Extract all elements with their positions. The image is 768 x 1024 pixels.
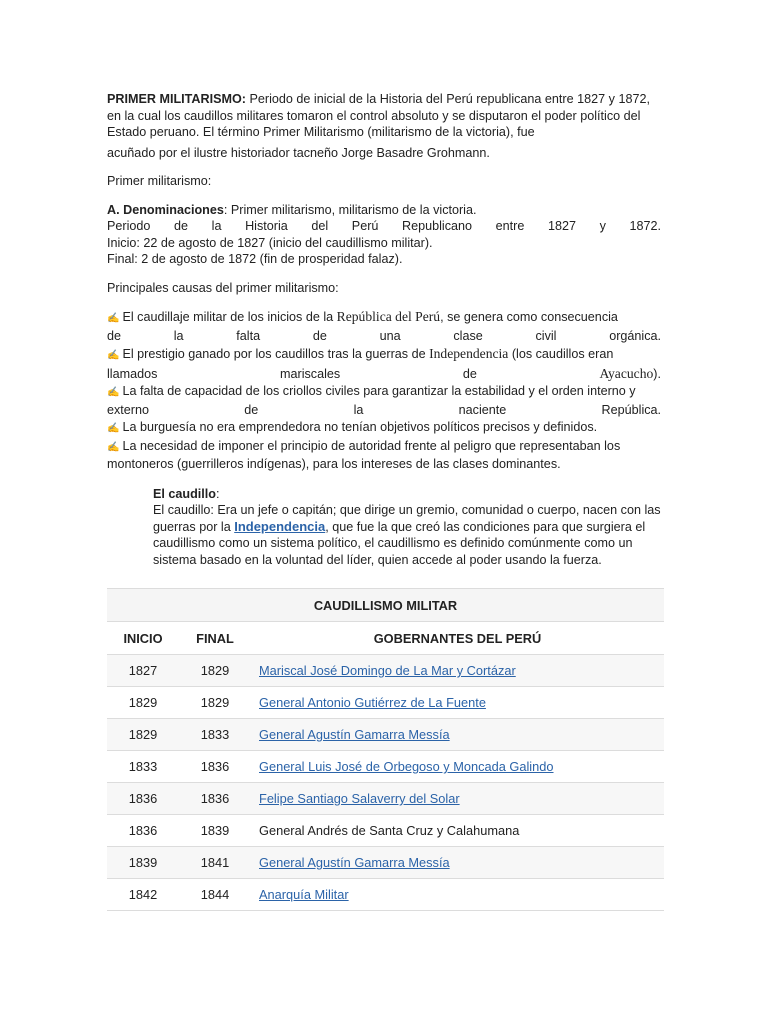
independencia-link[interactable]: Independencia bbox=[234, 518, 326, 534]
cell-inicio: 1829 bbox=[107, 719, 179, 751]
cell-gobernante bbox=[251, 751, 664, 783]
cell-final: 1833 bbox=[179, 719, 251, 751]
gobernante-link[interactable]: General Agustín Gamarra Messía bbox=[259, 855, 450, 870]
intro-text: Periodo de inicial de la Historia del Perú republicana entre 1827 y 1872, en la cual los caudillos militares tomaron el control absoluto y se disputaron el poder político del Estado peruano. El término Primer Militarismo (militarismo de la victoria), fue bbox=[107, 92, 650, 139]
cell-gobernante bbox=[251, 815, 664, 847]
cell-final: 1844 bbox=[179, 879, 251, 911]
inicio-line: Inicio: 22 de agosto de 1827 (inicio del caudillismo militar). bbox=[107, 235, 433, 250]
pencil-hand-icon: ✍ bbox=[107, 350, 120, 361]
causa-5-cont: montoneros (guerrilleros indígenas), para los intereses de las clases dominantes. bbox=[107, 457, 561, 471]
table-row bbox=[107, 655, 664, 687]
cell-inicio: 1842 bbox=[107, 879, 179, 911]
col-final: FINAL bbox=[179, 622, 251, 655]
causa-3-cont: externo de la naciente República. bbox=[107, 402, 662, 417]
table-caption: CAUDILLISMO MILITAR bbox=[107, 589, 664, 622]
intro-paragraph bbox=[107, 91, 661, 161]
caudillo-paragraph: El caudillo: Era un jefe o capitán; que dirige un gremio, comunidad o cuerpo, nacen con las guerras por la Independencia, que fue la que creó las condiciones para que surgiera el caudillismo como un sistema político, el caudillismo es definido comúnmente como un sistema basado en la voluntad del líder, quien accede al poder usando la fuerza. bbox=[153, 503, 661, 567]
intro-tail: acuñado por el ilustre historiador tacneño Jorge Basadre Grohmann. bbox=[107, 145, 490, 160]
causa-3: ✍ La falta de capacidad de los criollos civiles para garantizar la estabilidad y el orden interno y bbox=[107, 384, 636, 398]
cell-inicio: 1836 bbox=[107, 783, 179, 815]
denominaciones-label: A. Denominaciones bbox=[107, 202, 224, 217]
causa-2-cont: llamados mariscales de Ayacucho). bbox=[107, 365, 661, 381]
cell-gobernante bbox=[251, 687, 664, 719]
caudillismo-table bbox=[107, 588, 664, 911]
cell-inicio: 1827 bbox=[107, 655, 179, 687]
causa-2: ✍ El prestigio ganado por los caudillos tras la guerras de Independencia (los caudillos eran bbox=[107, 346, 614, 361]
caudillo-section: El caudillo: El caudillo: Era un jefe o capitán; que dirige un gremio, comunidad o cuerpo, nacen con las guerras por la Independencia, que fue la que creó las condiciones para que surgiera el caudillismo como un sistema político, el caudillismo es definido comúnmente como un sistema basado en la voluntad del líder, quien accede al poder usando la fuerza. bbox=[153, 486, 663, 569]
table-row bbox=[107, 687, 664, 719]
causas-heading: Principales causas del primer militarismo: bbox=[107, 280, 339, 295]
table-row bbox=[107, 847, 664, 879]
col-inicio: INICIO bbox=[107, 622, 179, 655]
cell-final: 1829 bbox=[179, 687, 251, 719]
gobernante-link[interactable]: Anarquía Militar bbox=[259, 887, 349, 902]
cell-inicio: 1833 bbox=[107, 751, 179, 783]
gobernante-link[interactable]: General Agustín Gamarra Messía bbox=[259, 727, 450, 742]
cell-inicio: 1829 bbox=[107, 687, 179, 719]
cell-gobernante bbox=[251, 847, 664, 879]
causa-1-cont: de la falta de una clase civil orgánica. bbox=[107, 328, 662, 343]
gobernante-link[interactable]: Felipe Santiago Salaverry del Solar bbox=[259, 791, 460, 806]
causa-5: ✍ La necesidad de imponer el principio de autoridad frente al peligro que representaban los bbox=[107, 438, 621, 453]
causa-4: ✍ La burguesía no era emprendedora no tenían objetivos políticos precisos y definidos. bbox=[107, 420, 598, 434]
cell-final: 1841 bbox=[179, 847, 251, 879]
table-row bbox=[107, 815, 664, 847]
final-line: Final: 2 de agosto de 1872 (fin de prosperidad falaz). bbox=[107, 252, 403, 266]
pencil-hand-icon: ✍ bbox=[107, 313, 120, 324]
cell-gobernante bbox=[251, 719, 664, 751]
cell-inicio: 1836 bbox=[107, 815, 179, 847]
intro-title: PRIMER MILITARISMO: bbox=[107, 92, 246, 106]
cell-final: 1839 bbox=[179, 815, 251, 847]
gobernante-link[interactable]: General Antonio Gutiérrez de La Fuente bbox=[259, 695, 486, 710]
causa-1: ✍ El caudillaje militar de los inicios de la República del Perú, se genera como consecuencia bbox=[107, 309, 618, 324]
table-row bbox=[107, 719, 664, 751]
primer-label: Primer militarismo: bbox=[107, 174, 212, 188]
cell-gobernante bbox=[251, 655, 664, 687]
document-body bbox=[107, 91, 661, 568]
cell-final: 1836 bbox=[179, 751, 251, 783]
gobernante-text: General Andrés de Santa Cruz y Calahumana bbox=[259, 823, 520, 838]
caudillo-heading: El caudillo bbox=[153, 486, 216, 501]
gobernante-link[interactable]: General Luis José de Orbegoso y Moncada Galindo bbox=[259, 759, 554, 774]
pencil-hand-icon: ✍ bbox=[107, 423, 120, 434]
pencil-hand-icon: ✍ bbox=[107, 441, 120, 453]
periodo-line: Periodo de la Historia del Perú Republicano entre 1827 y 1872. bbox=[107, 219, 662, 233]
cell-final: 1836 bbox=[179, 783, 251, 815]
denominaciones-section bbox=[107, 202, 661, 268]
cell-gobernante bbox=[251, 783, 664, 815]
col-gobernantes: GOBERNANTES DEL PERÚ bbox=[251, 622, 664, 655]
gobernante-link[interactable]: Mariscal José Domingo de La Mar y Cortázar bbox=[259, 663, 516, 678]
cell-gobernante bbox=[251, 879, 664, 911]
table-row bbox=[107, 751, 664, 783]
table-row bbox=[107, 879, 664, 911]
cell-inicio: 1839 bbox=[107, 847, 179, 879]
table-row bbox=[107, 783, 664, 815]
cell-final: 1829 bbox=[179, 655, 251, 687]
pencil-hand-icon: ✍ bbox=[107, 387, 120, 398]
causas-list bbox=[107, 308, 661, 474]
denominaciones-text: : Primer militarismo, militarismo de la victoria. bbox=[223, 202, 477, 217]
